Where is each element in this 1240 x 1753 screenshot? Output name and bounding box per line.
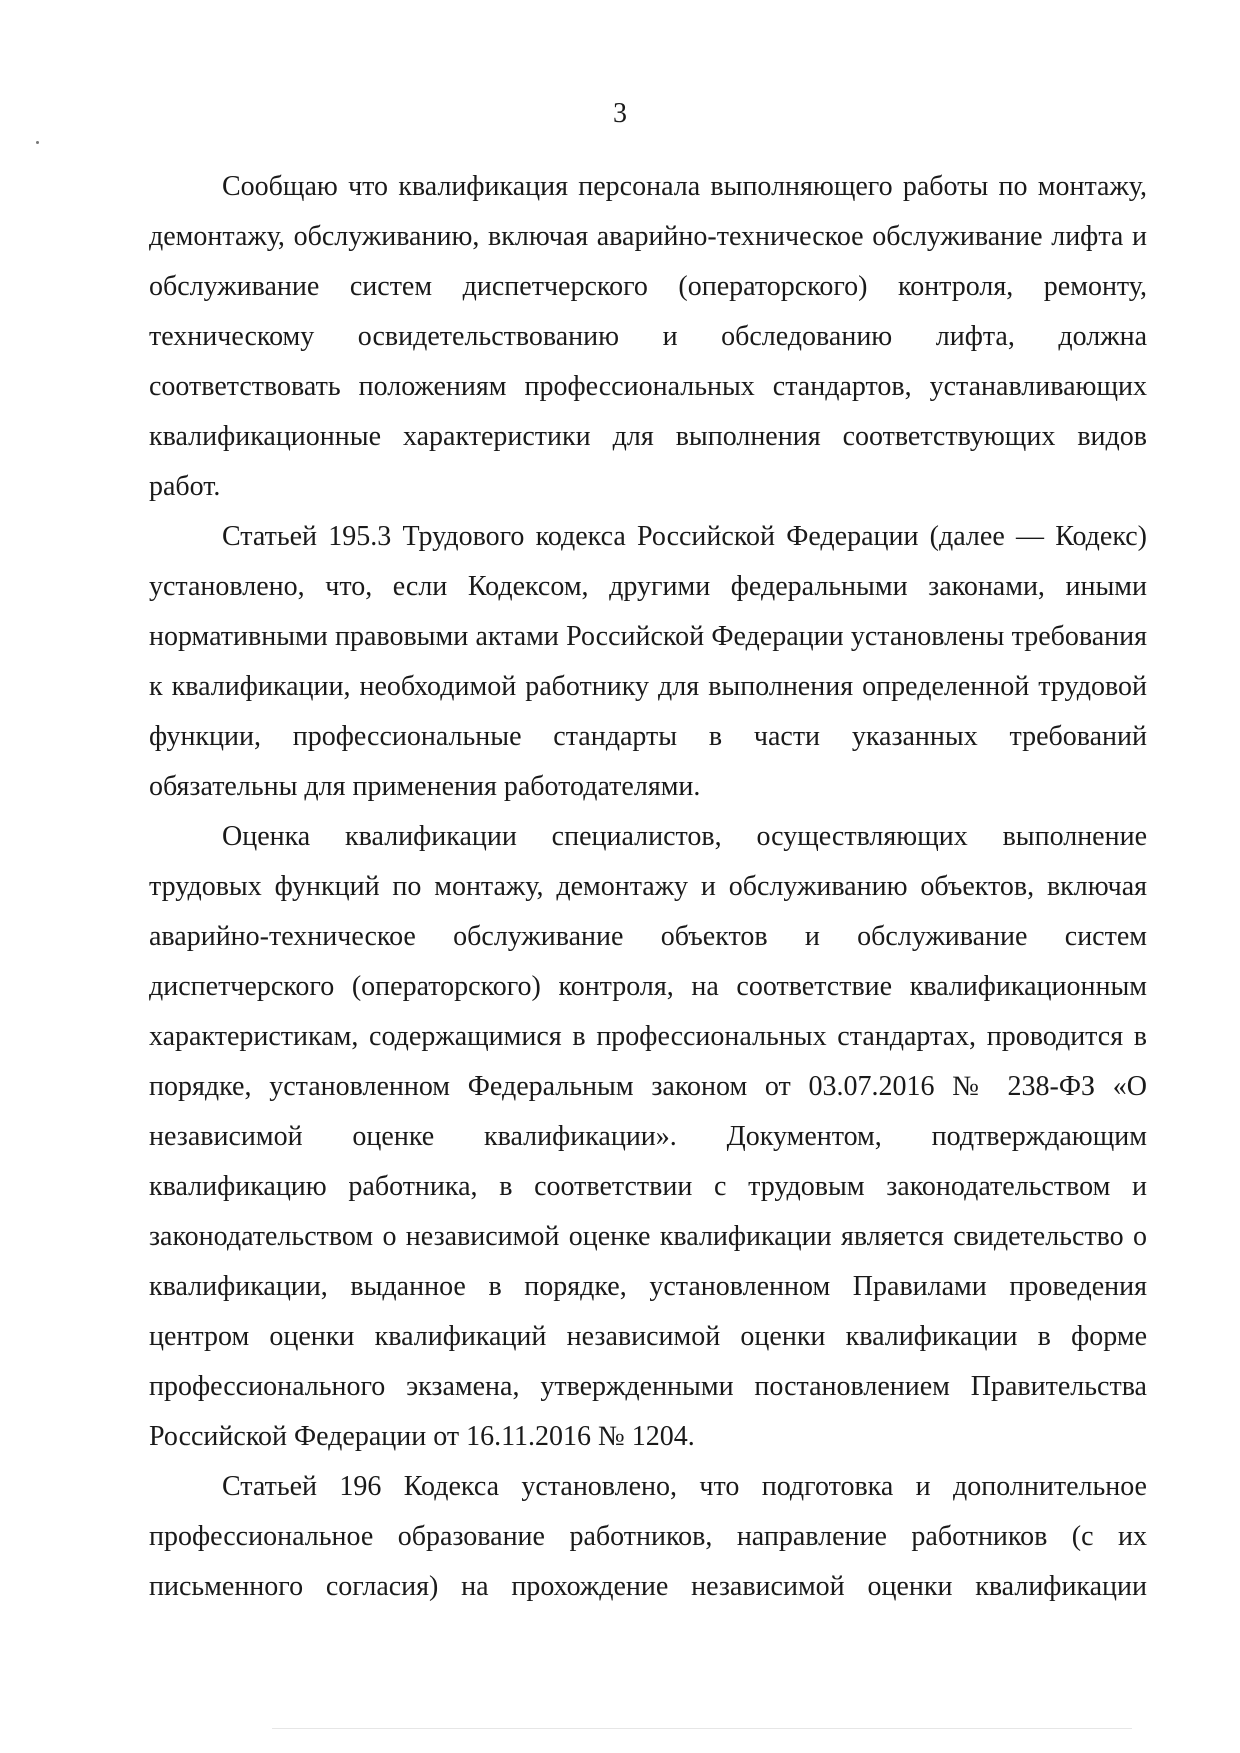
- paragraph-qualification-requirements: Сообщаю что квалификация персонала выполняющего работы по монтажу, демонтажу, обслуживанию, включая аварийно-техническое обслуживание лифта и обслуживание систем диспетчерского (операторского) контроля, ремонту, техническому освидетельствованию и обследованию лифта, должна соответствовать положениям профессиональных стандартов, устанавливающих квалификационные характеристики для выполнения соответствующих видов работ.: [149, 171, 1147, 502]
- paragraph-labor-code-196: Статьей 196 Кодекса установлено, что подготовка и дополнительное профессиональное образование работников, направление работников (с их письменного согласия) на прохождение независимой оценки квалификации: [149, 1471, 1147, 1602]
- scan-edge-line: [272, 1728, 1132, 1729]
- scan-speck: [36, 141, 39, 144]
- paragraph-labor-code-195-3: Статьей 195.3 Трудового кодекса Российской Федерации (далее — Кодекс) установлено, что, если Кодексом, другими федеральными законами, иными нормативными правовыми актами Российской Федерации установлены требования к квалификации, необходимой работнику для выполнения определенной трудовой функции, профессиональные стандарты в части указанных требований обязательны для применения работодателями.: [149, 521, 1147, 802]
- page-number: 3: [613, 98, 627, 129]
- document-body: [149, 162, 1147, 1612]
- paragraph-qualification-assessment: Оценка квалификации специалистов, осуществляющих выполнение трудовых функций по монтажу, демонтажу и обслуживанию объектов, включая аварийно-техническое обслуживание объектов и обслуживание систем диспетчерского (операторского) контроля, на соответствие квалификационным характеристикам, содержащимися в профессиональных стандартах, проводится в порядке, установленном Федеральным законом от 03.07.2016 № 238-ФЗ «О независимой оценке квалификации». Документом, подтверждающим квалификацию работника, в соответствии с трудовым законодательством и законодательством о независимой оценке квалификации является свидетельство о квалификации, выданное в порядке, установленном Правилами проведения центром оценки квалификаций независимой оценки квалификации в форме профессионального экзамена, утвержденными постановлением Правительства Российской Федерации от 16.11.2016 № 1204.: [149, 821, 1147, 1452]
